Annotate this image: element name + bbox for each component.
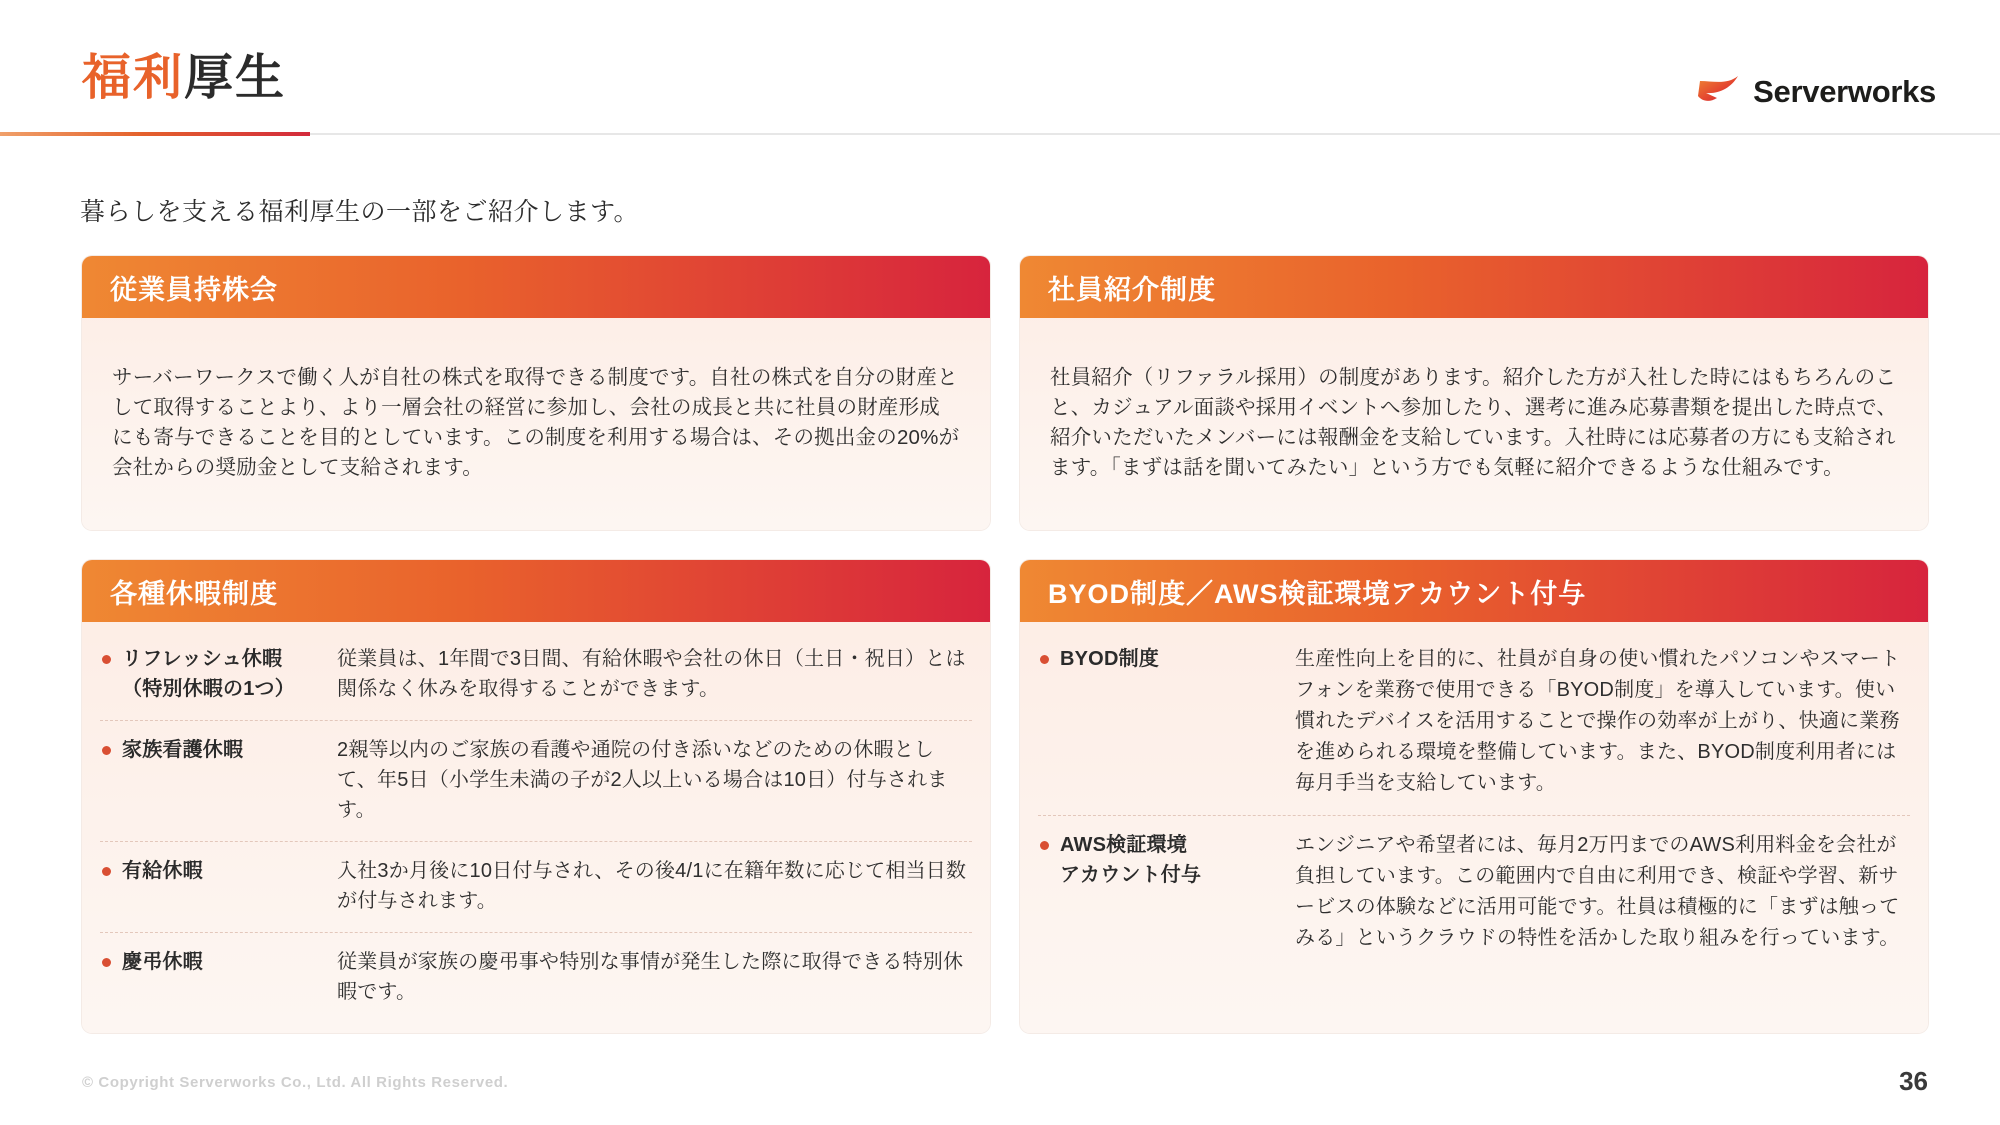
list-item-term: 慶弔休暇 (100, 947, 337, 1007)
serverworks-logo-icon (1697, 72, 1741, 112)
card-employee-stock (82, 256, 990, 530)
leave-definition-list (82, 622, 990, 1033)
card-title: 各種休暇制度 (110, 578, 278, 609)
card-body-referral (1020, 318, 1928, 530)
slide-header (0, 0, 2000, 140)
brand-lockup (1697, 72, 1936, 112)
cards-grid (82, 256, 1928, 1033)
card-title: 従業員持株会 (110, 274, 278, 305)
list-item (100, 630, 972, 721)
title-underline-accent (0, 132, 310, 136)
cards-row-top (82, 256, 1928, 530)
list-item (100, 721, 972, 842)
byod-definition-list (1020, 622, 1928, 980)
list-item-description: 従業員が家族の慶弔事や特別な事情が発生した際に取得できる特別休暇です。 (337, 951, 964, 1004)
list-item-description: 2親等以内のご家族の看護や通院の付き添いなどのための休暇として、年5日（小学生未満の子が2人以上いる場合は10日）付与されます。 (337, 739, 948, 822)
card-header-referral (1020, 256, 1928, 318)
list-item-description: 入社3か月後に10日付与され、その後4/1に在籍年数に応じて相当日数が付与されます。 (337, 860, 967, 913)
list-item-description: 従業員は、1年間で3日間、有給休暇や会社の休日（土日・祝日）とは関係なく休みを取得することができます。 (337, 648, 966, 701)
page-title (82, 52, 286, 106)
card-body-employee-stock (82, 318, 990, 530)
list-item-description: エンジニアや希望者には、毎月2万円までのAWS利用料金を会社が負担しています。この範囲内で自由に利用でき、検証や学習、新サービスの体験などに活用可能です。社員は積極的に「まずは触ってみる」というクラウドの特性を活かした取り組みを行っています。 (1295, 834, 1900, 950)
card-byod-aws (1020, 560, 1928, 1033)
title-underline-rule (310, 133, 2000, 135)
card-referral (1020, 256, 1928, 530)
list-item-term: 有給休暇 (100, 856, 337, 916)
list-item-term: BYOD制度 (1038, 644, 1295, 799)
page-title-accent: 福利 (82, 51, 185, 105)
list-item-term: リフレッシュ休暇 （特別休暇の1つ） (100, 644, 337, 704)
card-paragraph: 社員紹介（リファラル採用）の制度があります。紹介した方が入社した時にはもちろんのこと、カジュアル面談や採用イベントへ参加したり、選考に進み応募書類を提出した時点で、紹介いただいたメンバーには報酬金を支給しています。入社時には応募者の方にも支給されます。「まずは話を聞いてみたい」という方でも気軽に紹介できるような仕組みです。 (1050, 365, 1898, 480)
card-header-leave-systems (82, 560, 990, 622)
list-item-term: 家族看護休暇 (100, 735, 337, 825)
cards-row-bottom (82, 560, 1928, 1033)
card-title: BYOD制度／AWS検証環境アカウント付与 (1048, 578, 1587, 609)
brand-name: Serverworks (1753, 74, 1936, 109)
page-number: 36 (1899, 1066, 1928, 1096)
list-item (100, 933, 972, 1023)
footer-copyright: © Copyright Serverworks Co., Ltd. All Rights Reserved. (82, 1074, 509, 1091)
list-item-description: 生産性向上を目的に、社員が自身の使い慣れたパソコンやスマートフォンを業務で使用できる「BYOD制度」を導入しています。使い慣れたデバイスを活用することで操作の効率が上がり、快適に業務を進められる環境を整備しています。また、BYOD制度利用者には毎月手当を支給しています。 (1295, 648, 1901, 795)
card-paragraph: サーバーワークスで働く人が自社の株式を取得できる制度です。自社の株式を自分の財産として取得することより、より一層会社の経営に参加し、会社の成長と共に社員の財産形成にも寄与できることを目的としています。この制度を利用する場合は、その拠出金の20%が会社からの奨励金として支給されます。 (112, 365, 960, 480)
list-item (100, 842, 972, 933)
card-title: 社員紹介制度 (1048, 274, 1216, 305)
list-item-term: AWS検証環境 アカウント付与 (1038, 830, 1295, 954)
card-header-byod-aws (1020, 560, 1928, 622)
card-leave-systems (82, 560, 990, 1033)
card-header-employee-stock (82, 256, 990, 318)
list-item (1038, 630, 1910, 816)
list-item (1038, 816, 1910, 970)
page-title-rest: 厚生 (184, 51, 287, 105)
lead-text: 暮らしを支える福利厚生の一部をご紹介します。 (80, 198, 640, 226)
